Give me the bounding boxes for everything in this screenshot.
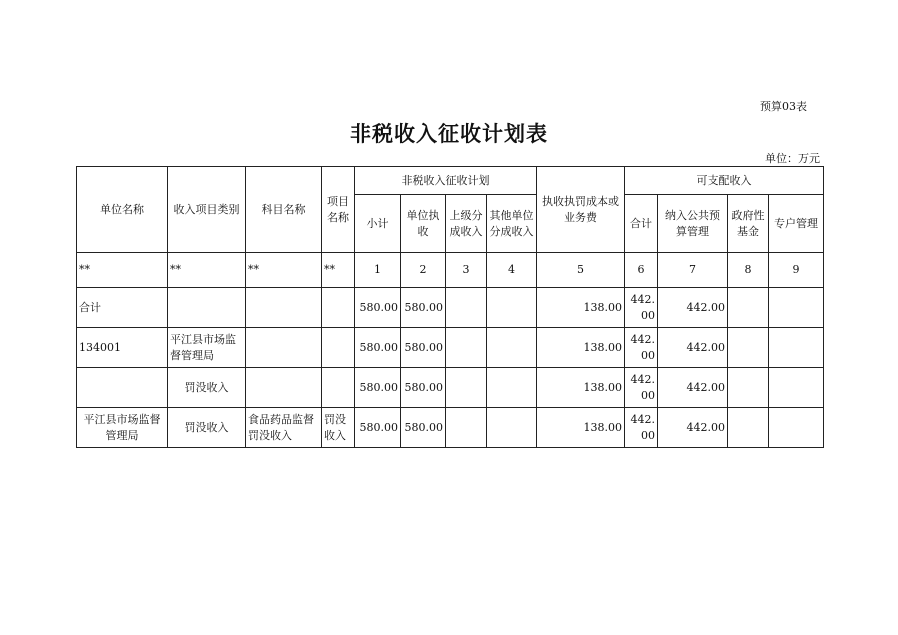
index-cell: **	[168, 253, 246, 288]
header-superior-share: 上级分成收入	[446, 195, 487, 253]
cell-income-type: 罚没收入	[168, 408, 246, 448]
cell-income-type	[168, 288, 246, 328]
revenue-plan-table	[76, 166, 824, 448]
header-other-share: 其他单位分成收入	[487, 195, 537, 253]
unit-label: 单位：万元	[765, 152, 820, 165]
cell-item-name	[322, 288, 355, 328]
cell-unit-exec: 580.00	[401, 408, 446, 448]
cell-other-share	[487, 368, 537, 408]
cell-unit-name: 平江县市场监督管理局	[77, 408, 168, 448]
table-row-total	[77, 288, 824, 328]
cell-total: 442.00	[625, 368, 658, 408]
index-cell: **	[77, 253, 168, 288]
cell-income-type: 平江县市场监督管理局	[168, 328, 246, 368]
cell-public-budget: 442.00	[658, 328, 728, 368]
cell-special-account	[769, 328, 824, 368]
cell-gov-fund	[728, 368, 769, 408]
cell-public-budget: 442.00	[658, 288, 728, 328]
cell-enforcement-cost: 138.00	[537, 408, 625, 448]
cell-income-type: 罚没收入	[168, 368, 246, 408]
index-row	[77, 253, 824, 288]
header-unit-exec: 单位执收	[401, 195, 446, 253]
cell-unit-name	[77, 368, 168, 408]
index-cell: 3	[446, 253, 487, 288]
header-total: 合计	[625, 195, 658, 253]
cell-unit-name: 合计	[77, 288, 168, 328]
index-cell: 7	[658, 253, 728, 288]
cell-public-budget: 442.00	[658, 368, 728, 408]
cell-subtotal: 580.00	[355, 288, 401, 328]
cell-unit-exec: 580.00	[401, 288, 446, 328]
index-cell: 5	[537, 253, 625, 288]
cell-special-account	[769, 368, 824, 408]
cell-subtotal: 580.00	[355, 328, 401, 368]
cell-subject-name	[246, 288, 322, 328]
header-subject-name: 科目名称	[246, 167, 322, 253]
index-cell: 1	[355, 253, 401, 288]
index-cell: 4	[487, 253, 537, 288]
cell-item-name: 罚没收入	[322, 408, 355, 448]
index-cell: 9	[769, 253, 824, 288]
cell-enforcement-cost: 138.00	[537, 328, 625, 368]
header-income-type: 收入项目类别	[168, 167, 246, 253]
page-title: 非税收入征收计划表	[350, 122, 548, 146]
index-cell: 2	[401, 253, 446, 288]
index-cell: **	[246, 253, 322, 288]
index-cell: **	[322, 253, 355, 288]
header-disposable-group: 可支配收入	[625, 167, 824, 195]
header-enforcement-cost: 执收执罚成本或业务费	[537, 167, 625, 253]
cell-superior-share	[446, 408, 487, 448]
header-plan-group: 非税收入征收计划	[355, 167, 537, 195]
cell-enforcement-cost: 138.00	[537, 288, 625, 328]
index-cell: 8	[728, 253, 769, 288]
cell-gov-fund	[728, 288, 769, 328]
cell-subject-name	[246, 328, 322, 368]
cell-special-account	[769, 408, 824, 448]
table-row	[77, 368, 824, 408]
cell-gov-fund	[728, 328, 769, 368]
cell-total: 442.00	[625, 408, 658, 448]
table-row	[77, 328, 824, 368]
header-special-account: 专户管理	[769, 195, 824, 253]
cell-other-share	[487, 288, 537, 328]
cell-other-share	[487, 408, 537, 448]
cell-enforcement-cost: 138.00	[537, 368, 625, 408]
cell-public-budget: 442.00	[658, 408, 728, 448]
cell-unit-exec: 580.00	[401, 328, 446, 368]
cell-unit-name: 134001	[77, 328, 168, 368]
form-number: 预算03表	[760, 100, 807, 113]
cell-item-name	[322, 368, 355, 408]
header-public-budget: 纳入公共预算管理	[658, 195, 728, 253]
cell-superior-share	[446, 288, 487, 328]
cell-subtotal: 580.00	[355, 408, 401, 448]
header-subtotal: 小计	[355, 195, 401, 253]
header-item-name: 项目名称	[322, 167, 355, 253]
header-gov-fund: 政府性基金	[728, 195, 769, 253]
cell-subject-name	[246, 368, 322, 408]
cell-special-account	[769, 288, 824, 328]
cell-subtotal: 580.00	[355, 368, 401, 408]
index-cell: 6	[625, 253, 658, 288]
cell-total: 442.00	[625, 288, 658, 328]
cell-total: 442.00	[625, 328, 658, 368]
cell-subject-name: 食品药品监督罚没收入	[246, 408, 322, 448]
cell-superior-share	[446, 368, 487, 408]
cell-item-name	[322, 328, 355, 368]
cell-other-share	[487, 328, 537, 368]
cell-superior-share	[446, 328, 487, 368]
cell-unit-exec: 580.00	[401, 368, 446, 408]
table-row	[77, 408, 824, 448]
header-unit-name: 单位名称	[77, 167, 168, 253]
cell-gov-fund	[728, 408, 769, 448]
